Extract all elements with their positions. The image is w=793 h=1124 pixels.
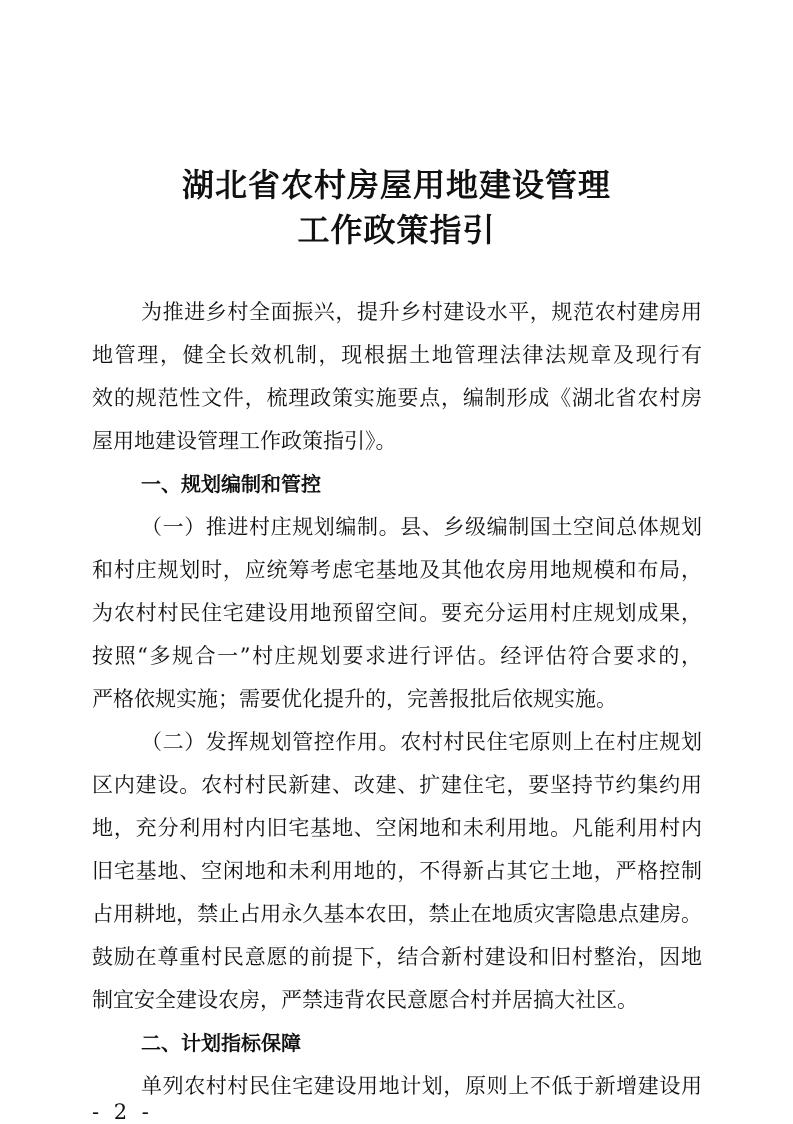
body-line: 严格依规实施；需要优化提升的，完善报批后依规实施。	[92, 687, 617, 711]
body-line: 区内建设。农村村民新建、改建、扩建住宅，要坚持节约集约用	[92, 773, 702, 797]
page-number: - 2 -	[92, 1100, 153, 1124]
body-line: 地管理，健全长效机制，现根据土地管理法律法规章及现行有	[92, 343, 702, 367]
document-title-line-2: 工作政策指引	[297, 211, 496, 249]
body-line: 单列农村村民住宅建设用地计划，原则上不低于新增建设用	[141, 1074, 702, 1098]
body-line: （二）发挥规划管控作用。农村村民住宅原则上在村庄规划	[141, 730, 702, 754]
body-line: 制宜安全建设农房，严禁违背农民意愿合村并居搞大社区。	[92, 988, 638, 1012]
body-line: 地，充分利用村内旧宅基地、空闲地和未利用地。凡能利用村内	[92, 816, 702, 840]
body-line: 和村庄规划时，应统筹考虑宅基地及其他农房用地规模和布局，	[92, 558, 702, 582]
body-line: 占用耕地，禁止占用永久基本农田，禁止在地质灾害隐患点建房。	[92, 902, 702, 926]
document-title-line-1: 湖北省农村房屋用地建设管理	[181, 166, 611, 204]
body-line: 为农村村民住宅建设用地预留空间。要充分运用村庄规划成果，	[92, 601, 702, 625]
section-heading-1: 一、规划编制和管控	[141, 472, 321, 496]
body-line: 旧宅基地、空闲地和未利用地的，不得新占其它土地，严格控制	[92, 859, 702, 883]
body-line: 屋用地建设管理工作政策指引》。	[92, 429, 397, 453]
body-line: 按照“多规合一”村庄规划要求进行评估。经评估符合要求的，	[92, 644, 702, 668]
body-line: （一）推进村庄规划编制。县、乡级编制国土空间总体规划	[141, 515, 702, 539]
section-heading-2: 二、计划指标保障	[141, 1031, 301, 1055]
body-line: 效的规范性文件，梳理政策实施要点，编制形成《湖北省农村房	[92, 386, 702, 410]
body-line: 为推进乡村全面振兴，提升乡村建设水平，规范农村建房用	[141, 300, 702, 324]
body-line: 鼓励在尊重村民意愿的前提下，结合新村建设和旧村整治，因地	[92, 945, 702, 969]
